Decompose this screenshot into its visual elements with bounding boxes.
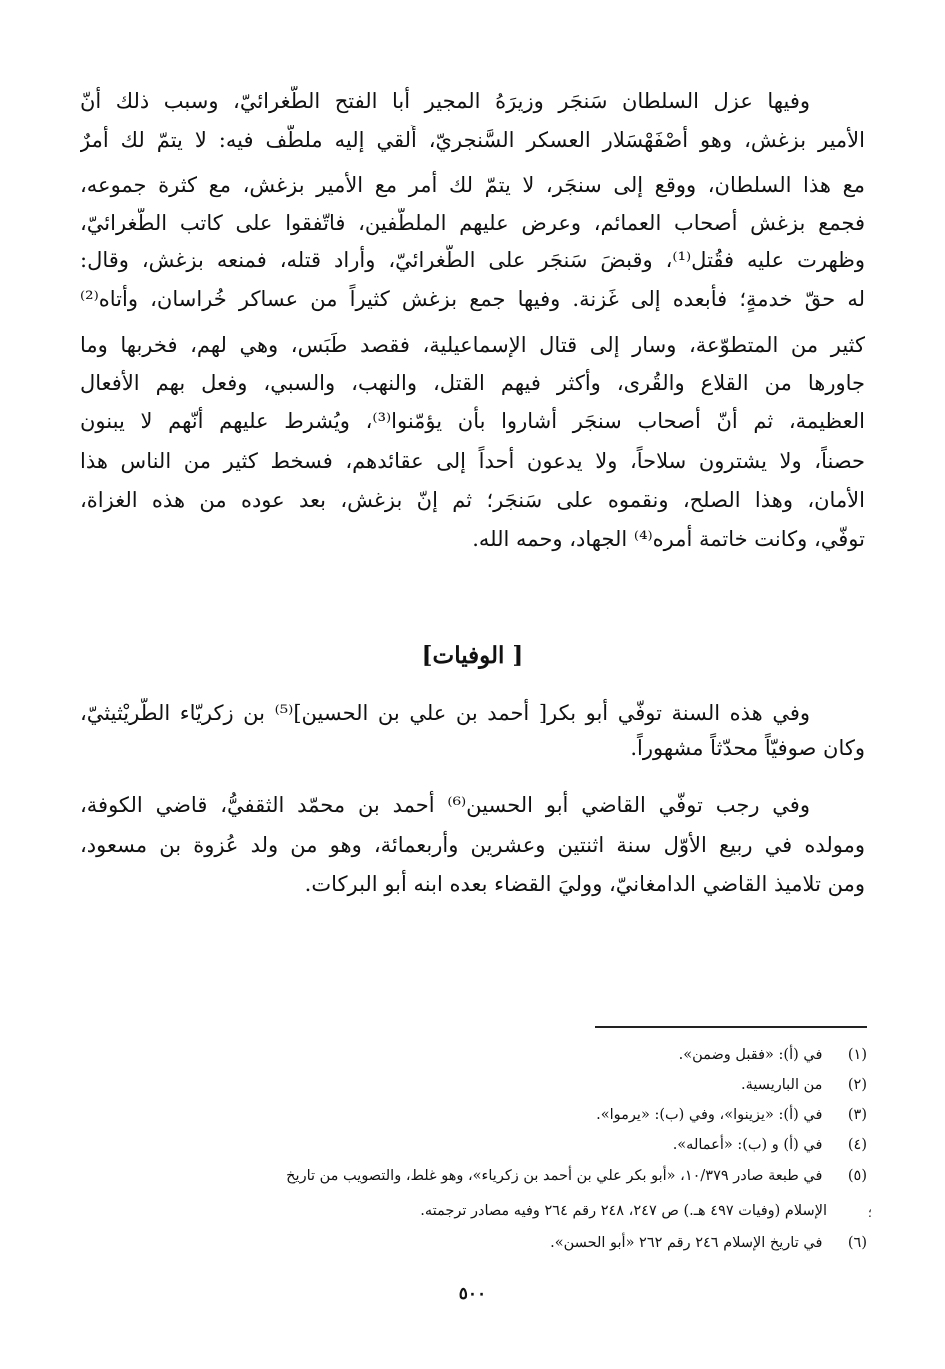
footnote-text: في (أ): «يزينوا»، وفي (ب): «يرموا». bbox=[596, 1107, 823, 1123]
body-line: جاورها من القلاع والقُرى، وأكثر فيهم القتل، والنهب، والسبي، وفعل بهم الأفعال bbox=[80, 371, 865, 395]
body-line: مع هذا السلطان، ووقع إلى سنجَر، لا يتمّ لك أمر مع الأمير بزغش، مع كثرة جموعه، bbox=[80, 173, 865, 197]
footnote bbox=[67, 1165, 867, 1187]
footnote-number: (١) bbox=[847, 1047, 867, 1063]
footnote-number: (٢) bbox=[847, 1077, 867, 1093]
page-number: ٥٠٠ bbox=[458, 1284, 487, 1304]
wafayat-line: ومولده في ربيع الأوّل سنة اثنتين وعشرين وأربعمائة، وهو من ولد عُزوة بن مسعود، bbox=[80, 833, 865, 857]
wafayat-line: وفي هذه السنة توفّي أبو بكر[ أحمد بن علي بن الحسين]⁽⁵⁾ بن زكريّاء الطُّريْثيثيّ، bbox=[80, 701, 810, 725]
footnote-separator bbox=[595, 1026, 867, 1028]
footnote bbox=[67, 1044, 867, 1066]
body-line: الأمير بزغش، وهو أصْفَهْسَلار العسكر السَّنجريّ، أُلقي إليه ملطّف فيه: لا يتمّ لك أمرٌ bbox=[80, 128, 865, 152]
body-line: كثير من المتطوّعة، وسار إلى قتال الإسماعيلية، فقصد طَبَس، وهي لهم، فخربها وما bbox=[80, 333, 865, 357]
footnote-text: في (أ) و (ب): «أعماله». bbox=[672, 1137, 823, 1153]
footnote-text: من الباريسية. bbox=[741, 1077, 823, 1093]
footnote-number: (٥) bbox=[847, 1168, 867, 1184]
footnote-number: (٤) bbox=[847, 1137, 867, 1153]
footnote-number: (٣) bbox=[847, 1107, 867, 1123]
footnote-continuation: الإسلام (وفيات ٤٩٧ هـ.) ص ٢٤٧، ٢٤٨ رقم ٢٦٤ وفيه مصادر ترجمته. bbox=[420, 1203, 827, 1219]
body-line: العظيمة، ثم أنّ أصحاب سنجَر أشاروا بأن يؤمّنوا⁽³⁾، ويُشرط عليهم أنّهم لا يبنون bbox=[80, 409, 865, 433]
wafayat-line: ومن تلاميذ القاضي الدامغانيّ، ووليَ القضاء بعده ابنه أبو البركات. bbox=[304, 872, 865, 896]
footnote bbox=[67, 1074, 867, 1096]
body-line: فجمع بزغش أصحاب العمائم، وعرض عليهم الملطّفين، فاتّفقوا على كاتب الطُّغرائيّ، bbox=[80, 211, 865, 235]
body-line: له حقّ خدمةٍ؛ فأبعده إلى غَزنة. وفيها جمع بزغش كثيراً من عساكر خُراسان، وأتاه⁽²⁾ bbox=[80, 287, 865, 311]
wafayat-line: وكان صوفيّاً محدّثاً مشهوراً. bbox=[630, 736, 865, 760]
body-line: وظهرت عليه فقُتل⁽¹⁾، وقبضَ سَنجَر على الطُّغرائيّ، وأراد قتله، فمنعه بزغش، وقال: bbox=[80, 248, 865, 272]
footnote-text: في طبعة صادر ١٠/٣٧٩، «أبو بكر علي بن أحمد بن زكرياء»، وهو غلط، والتصويب من تاريخ bbox=[286, 1168, 823, 1184]
body-line: حصناً، ولا يشترون سلاحاً، ولا يدعون أحداً إلى عقائدهم، فسخط كثير من الناس هذا bbox=[80, 449, 865, 473]
footnote-text: في (أ): «فقبل وضمن». bbox=[678, 1047, 823, 1063]
body-line: الأمان، وهذا الصلح، ونقموه على سَنجَر؛ ثم إنّ بزغش، بعد عوده من هذه الغزاة، bbox=[80, 488, 865, 512]
body-line: وفيها عزل السلطان سَنجَر وزيرَهُ المجير أبا الفتح الطُّغرائيّ، وسبب ذلك أنّ bbox=[80, 89, 810, 113]
margin-mark: ؛ bbox=[868, 1206, 872, 1220]
footnote bbox=[67, 1232, 867, 1254]
footnote-text: في تاريخ الإسلام ٢٤٦ رقم ٢٦٢ «أبو الحسن». bbox=[550, 1235, 823, 1251]
footnote bbox=[67, 1104, 867, 1126]
footnote-number: (٦) bbox=[847, 1235, 867, 1251]
footnote bbox=[67, 1134, 867, 1156]
wafayat-line: وفي رجب توفّي القاضي أبو الحسين⁽⁶⁾ أحمد بن محمّد الثقفيُّ، قاضي الكوفة، bbox=[80, 793, 810, 817]
section-heading: [ الوفيات] bbox=[421, 642, 524, 669]
body-line: توفّي، وكانت خاتمة أمره⁽⁴⁾ الجهاد، وحمه الله. bbox=[472, 527, 865, 551]
